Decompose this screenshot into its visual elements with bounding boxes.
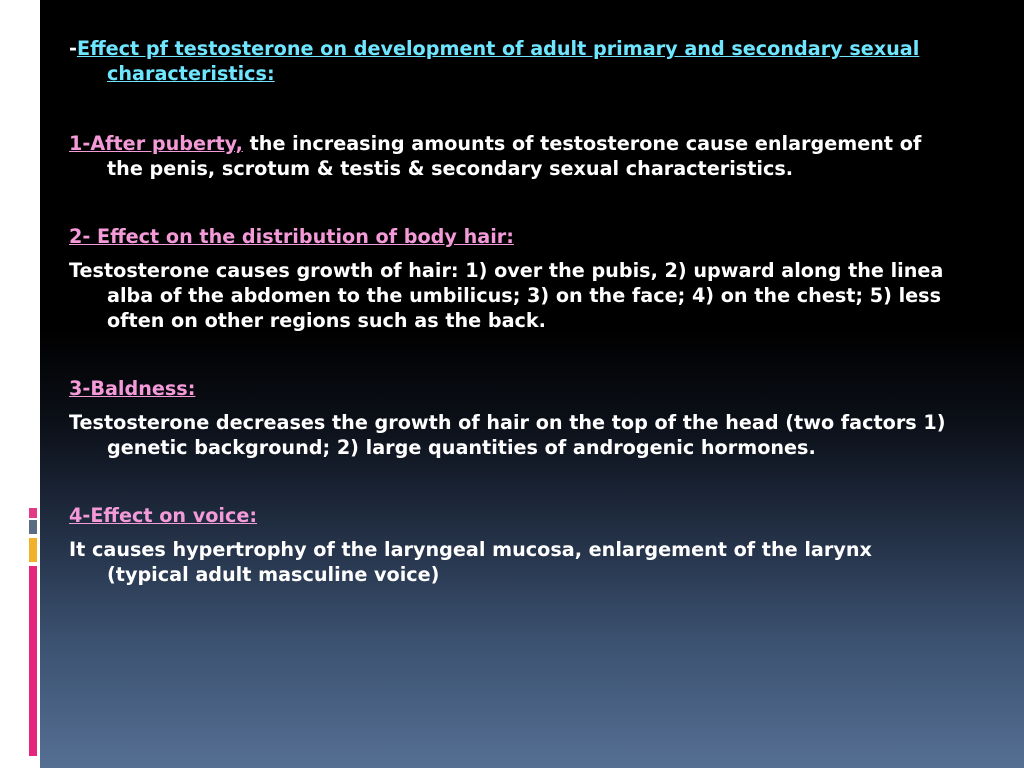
section-heading-voice [69,503,959,528]
title-text: Effect pf testosterone on development of adult primary and secondary sexual characteristics: [76,37,920,85]
accent-bar-pink-tall [29,566,37,756]
section-puberty [69,131,959,181]
slide-content [69,36,959,587]
section-heading-puberty: 1-After puberty, [69,132,243,155]
section-body-puberty: the increasing amounts of testosterone cause enlargement of the penis, scrotum & testis & secondary sexual characteristics. [107,132,922,180]
accent-bar-gray [29,520,37,534]
title-dash: - [69,37,77,60]
section-body-baldness: Testosterone decreases the growth of hair on the top of the head (two factors 1) genetic background; 2) large quantities of androgenic hormones. [69,411,946,459]
accent-bar-pink-small [29,508,37,518]
section-heading-voice-text: 4-Effect on voice: [69,504,258,527]
section-heading-baldness-text: 3-Baldness: [69,377,196,400]
section-body-voice: It causes hypertrophy of the laryngeal mucosa, enlargement of the larynx (typical adult masculine voice) [69,538,872,586]
slide-title [69,36,959,86]
section-heading-body-hair [69,224,959,249]
section-body-hair: Testosterone causes growth of hair: 1) over the pubis, 2) upward along the linea alba of the abdomen to the umbilicus; 3) on the face; 4) on the chest; 5) less often on other regions such as the back. [69,259,944,332]
section-heading-baldness [69,376,959,401]
accent-bar-gold [29,538,37,562]
section-heading-body-hair-text: 2- Effect on the distribution of body hair: [69,225,514,248]
